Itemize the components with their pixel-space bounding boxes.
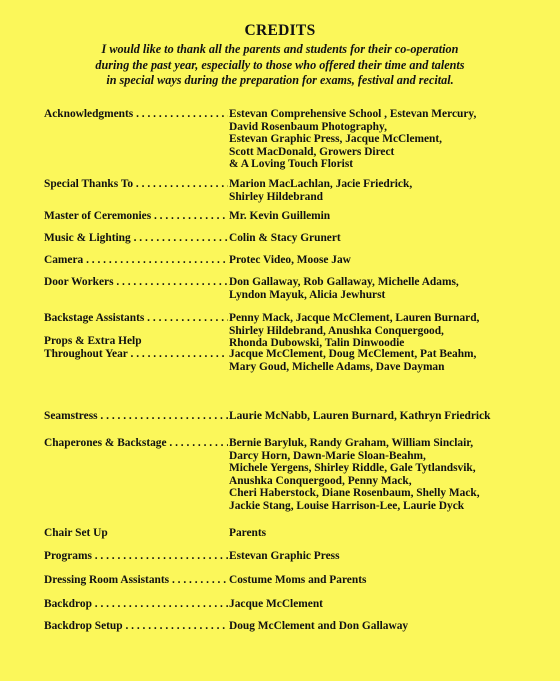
credit-name-line: Estevan Graphic Press, Jacque McClement, (229, 133, 443, 146)
credit-name-line: Penny Mack, Jacque McClement, Lauren Burnard, (229, 312, 480, 324)
credit-names (229, 312, 534, 350)
credit-label: Chaperones & Backstage . . . (44, 437, 228, 450)
credit-label: Special Thanks To . . . (44, 178, 228, 191)
credit-label: Music & Lighting . . . (44, 232, 228, 245)
credit-name-line: Bernie Baryluk, Randy Graham, William Sinclair, (229, 437, 474, 449)
credit-names (229, 620, 534, 633)
intro-line: during the past year, especially to those who offered their time and talents (95, 57, 465, 72)
credit-names (229, 276, 534, 301)
credit-label: Chair Set Up (44, 527, 108, 539)
credit-name-line: Shirley Hildebrand, Anushka Conquergood, (229, 324, 444, 337)
credit-label: Master of Ceremonies . . . (44, 210, 228, 223)
credit-names (229, 178, 534, 203)
credit-names (229, 348, 534, 373)
credit-label: Seamstress . . . (44, 410, 228, 423)
credit-name-line: & A Loving Touch Florist (229, 158, 354, 171)
credit-label: Programs . . . (44, 550, 228, 563)
credit-names (229, 108, 534, 171)
credit-name-line: Darcy Horn, Dawn-Marie Sloan-Beahm, (229, 449, 426, 462)
intro-line: I would like to thank all the parents and students for their co-operation (101, 42, 459, 56)
credit-name-line: Lyndon Mayuk, Alicia Jewhurst (229, 288, 386, 301)
intro-text (40, 42, 520, 89)
credit-label: Camera . . . (44, 254, 228, 267)
credit-name-line: Mr. Kevin Guillemin (229, 210, 331, 222)
credit-names (229, 254, 534, 267)
credit-name-line: Michele Yergens, Shirley Riddle, Gale Tytlandsvik, (229, 462, 476, 475)
credit-name-line: Estevan Comprehensive School , Estevan Mercury, (229, 108, 477, 120)
credit-name-line: Doug McClement and Don Gallaway (229, 620, 409, 632)
credit-label: Acknowledgments . . . (44, 108, 228, 121)
credit-name-line: Shirley Hildebrand (229, 190, 323, 203)
credit-label-pre: Props & Extra Help (44, 335, 142, 347)
credit-name-line: Jacque McClement (229, 598, 323, 610)
credit-names (229, 598, 534, 611)
credit-name-line: Costume Moms and Parents (229, 574, 367, 586)
credit-name-line: Anushka Conquergood, Penny Mack, (229, 474, 412, 487)
credit-name-line: Rhonda Dubowski, Talin Dinwoodie (229, 337, 405, 350)
credit-names (229, 437, 534, 513)
credit-name-line: Scott MacDonald, Growers Direct (229, 145, 395, 158)
intro-line: in special ways during the preparation for exams, festival and recital. (106, 73, 454, 87)
credit-label: Dressing Room Assistants . . . (44, 574, 228, 587)
credit-name-line: Jackie Stang, Louise Harrison-Lee, Laurie Dyck (229, 499, 465, 512)
credit-name-line: Colin & Stacy Grunert (229, 232, 341, 244)
credit-names (229, 527, 534, 540)
credit-label: Throughout Year . . . (44, 348, 228, 361)
credit-label: Backdrop . . . (44, 598, 228, 611)
credit-name-line: Cheri Haberstock, Diane Rosenbaum, Shelly Mack, (229, 487, 480, 500)
credit-name-line: Protec Video, Moose Jaw (229, 254, 351, 266)
credit-name-line: Jacque McClement, Doug McClement, Pat Beahm, (229, 348, 477, 360)
credit-names (229, 410, 534, 423)
credit-label: Door Workers . . . (44, 276, 228, 289)
credit-label: Backstage Assistants . . . (44, 312, 228, 325)
credit-label: Backdrop Setup . . . (44, 620, 228, 633)
page-title: CREDITS (244, 22, 316, 39)
credit-name-line: Laurie McNabb, Lauren Burnard, Kathryn Friedrick (229, 410, 491, 422)
credit-name-line: Mary Goud, Michelle Adams, Dave Dayman (229, 360, 445, 373)
credit-name-line: Don Gallaway, Rob Gallaway, Michelle Adams, (229, 276, 459, 288)
credit-names (229, 550, 534, 563)
credit-name-line: David Rosenbaum Photography, (229, 120, 387, 133)
credit-names (229, 232, 534, 245)
credit-name-line: Estevan Graphic Press (229, 550, 340, 562)
credit-names (229, 210, 534, 223)
credit-name-line: Marion MacLachlan, Jacie Friedrick, (229, 178, 413, 190)
credit-name-line: Parents (229, 527, 267, 539)
credit-names (229, 574, 534, 587)
